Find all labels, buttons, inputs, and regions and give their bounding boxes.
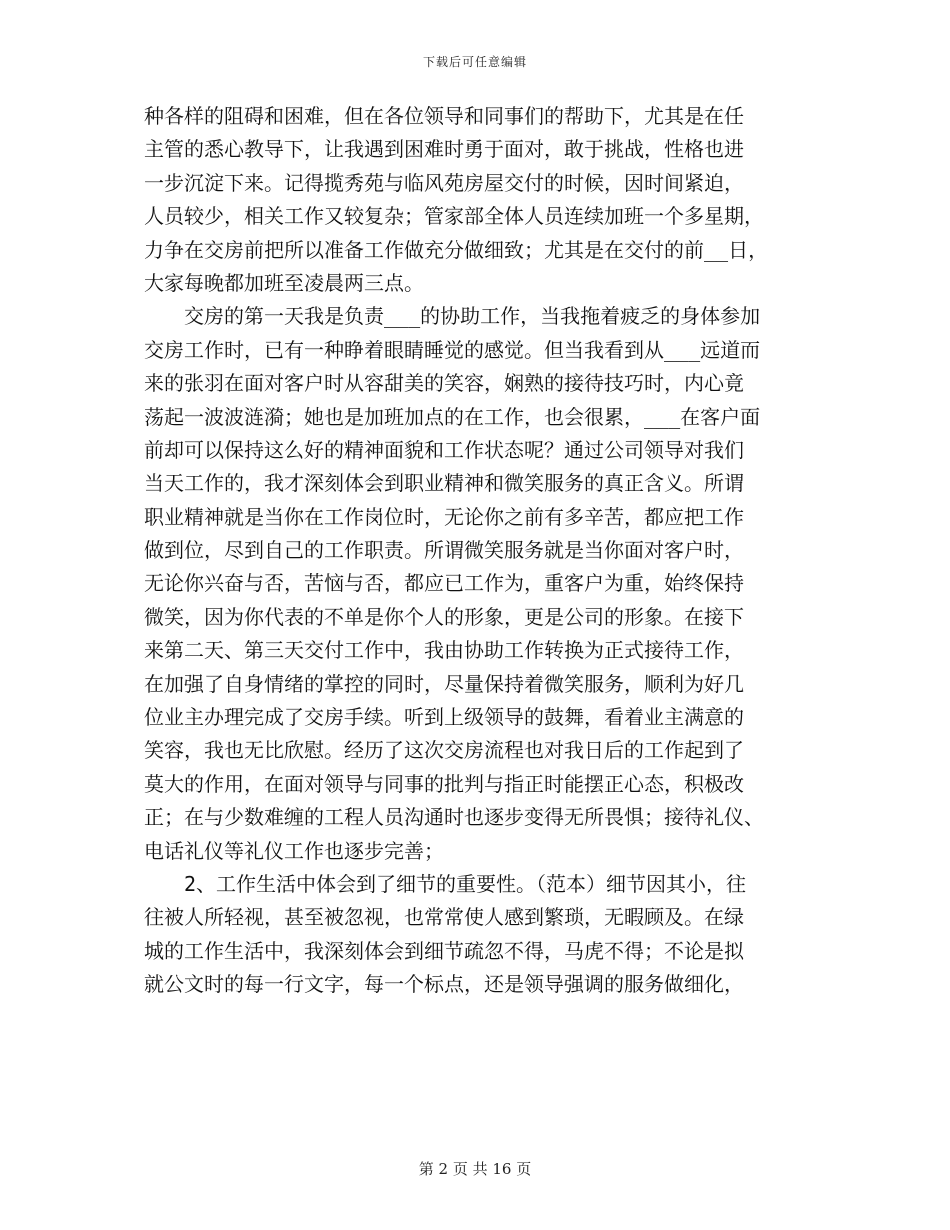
text-line: 种各样的阻碍和困难，但在各位领导和同事们的帮助下，尤其是在任	[144, 104, 744, 128]
text-line: 一步沉淀下来。记得揽秀苑与临风苑房屋交付的时候，因时间紧迫，	[144, 170, 744, 195]
page-header-note: 下载后可任意编辑	[422, 55, 527, 69]
text-line: 笑容，我也无比欣慰。经历了这次交房流程也对我日后的工作起到了	[144, 738, 744, 763]
text-line: 当天工作的，我才深刻体会到职业精神和微笑服务的真正含义。所谓	[144, 471, 744, 496]
document-body	[144, 100, 816, 1002]
text-line: 城的工作生活中，我深刻体会到细节疏忽不得，马虎不得；不论是拟	[144, 938, 744, 963]
text-line: 力争在交房前把所以准备工作做充分做细致；尤其是在交付的前__日，	[144, 237, 769, 262]
text-line: 交房的第一天我是负责___的协助工作，当我拖着疲乏的身体参加	[144, 304, 761, 329]
text-line: 就公文时的每一行文字，每一个标点，还是领导强调的服务做细化，	[144, 972, 744, 997]
text-line: 交房工作时，已有一种睁着眼睛睡觉的感觉。但当我看到从___远道而	[144, 337, 761, 362]
text-line: 微笑，因为你代表的不单是你个人的形象，更是公司的形象。在接下	[144, 604, 744, 629]
text-line: 正；在与少数难缠的工程人员沟通时也逐步变得无所畏惧；接待礼仪、	[144, 805, 764, 830]
text-line: 在加强了自身情绪的掌控的同时，尽量保持着微笑服务，顺利为好几	[144, 671, 744, 696]
text-line: 荡起一波波涟漪；她也是加班加点的在工作，也会很累，___在客户面	[144, 404, 761, 429]
text-line: 位业主办理完成了交房手续。听到上级领导的鼓舞，看着业主满意的	[144, 705, 744, 730]
text-line: 前却可以保持这么好的精神面貌和工作状态呢？通过公司领导对我们	[144, 437, 744, 462]
text-line: 无论你兴奋与否，苦恼与否，都应已工作为，重客户为重，始终保持	[144, 571, 744, 596]
text-line: 人员较少，相关工作又较复杂；管家部全体人员连续加班一个多星期，	[144, 204, 764, 229]
text-line: 莫大的作用，在面对领导与同事的批判与指正时能摆正心态，积极改	[144, 771, 744, 796]
text-line: 做到位，尽到自己的工作职责。所谓微笑服务就是当你面对客户时，	[144, 538, 744, 563]
page-number-footer: 第 2 页 共 16 页	[418, 1160, 532, 1178]
text-line: 来第二天、第三天交付工作中，我由协助工作转换为正式接待工作，	[144, 638, 744, 663]
text-line: 大家每晚都加班至凌晨两三点。	[144, 270, 424, 295]
text-line: 电话礼仪等礼仪工作也逐步完善；	[144, 838, 444, 863]
text-line: 职业精神就是当你在工作岗位时，无论你之前有多辛苦，都应把工作	[144, 504, 744, 529]
text-line: 2、工作生活中体会到了细节的重要性。（范本）细节因其小，往	[144, 871, 747, 896]
text-line: 往被人所轻视，甚至被忽视，也常常使人感到繁琐，无暇顾及。在绿	[144, 905, 744, 930]
text-line: 来的张羽在面对客户时从容甜美的笑容，娴熟的接待技巧时，内心竟	[144, 371, 744, 396]
text-line: 主管的悉心教导下，让我遇到困难时勇于面对，敢于挑战，性格也进	[144, 137, 744, 162]
